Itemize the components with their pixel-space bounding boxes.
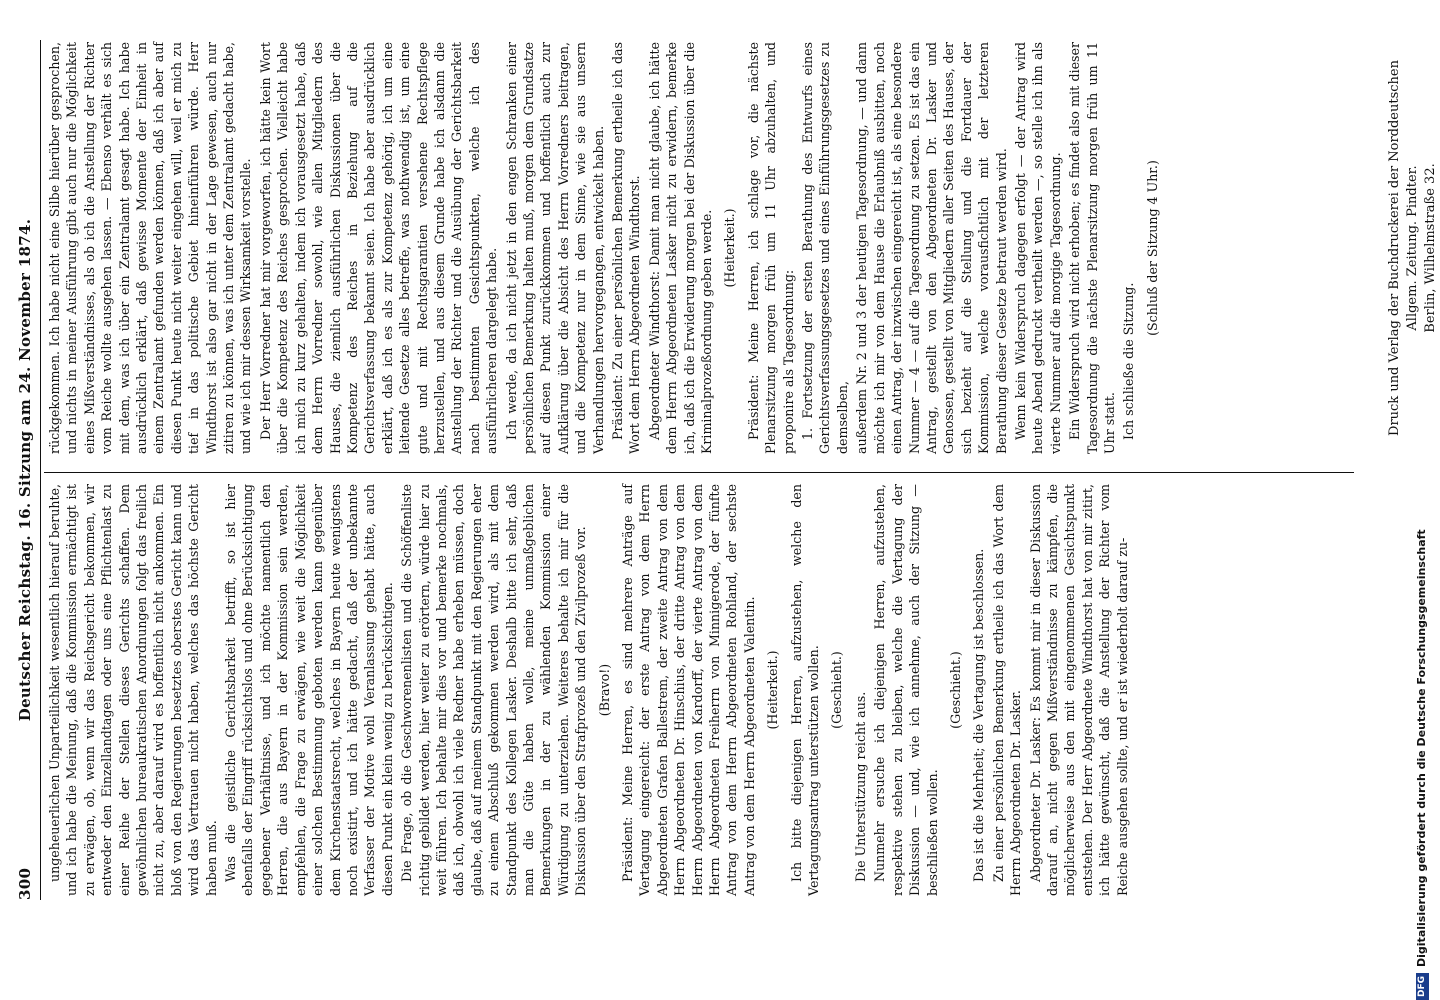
paragraph: ungeheuerlichen Unparteilichkeit wesentlich hierauf beruhte, und ich habe die Meinung, daß die Kommission ermächtigt ist zu erwägen, ob, wenn wir das Reichsgericht bekommen, wir entweder den Einzellandtagen oder uns eine Pflichtenlast zu einer Reihe der Stellen dieses Gerichts schaffen. Dem gewöhnlichen bureaukratischen Anordnungen folgt das freilich nicht zu, aber darauf wird es hoffentlich nicht ankommen. Ein bloß von den Regierungen besetztes oberstes Gericht kann und wird das Vertrauen nicht haben, welches das höchste Gericht haben muß. [47, 484, 219, 896]
paragraph: Präsident: Meine Herren, ich schlage vor, die nächste Plenarsitzung morgen früh um 11 Uhr abzuhalten, und proponire als Tagesordnung: [745, 42, 796, 454]
dfg-logo: DFG [1416, 973, 1429, 1000]
agenda-item: 1. Fortsetzung der ersten Berathung des Entwurfs eines Gerichtsverfassungsgesetzes und eines Einführungsgesetzes zu demselben, [800, 42, 850, 454]
paragraph: Präsident: Meine Herren, es sind mehrere Anträge auf Vertagung eingereicht: der erste Antrag von dem Herrn Abgeordneten Grafen Ballestrem, der zweite Antrag von dem Herrn Abgeordneten Dr. Hinschius, der dritte Antrag von dem Herrn Abgeordneten von Kardorff, der vierte Antrag von dem Herrn Abgeordneten Freiherrn von Minnigerode, der fünfte Antrag von dem Herrn Abgeordneten Rohland, der sechste Antrag von dem Herrn Abgeordneten Valentin. [620, 484, 757, 896]
closing-note: (Schluß der Sitzung 4 Uhr.) [1144, 160, 1160, 336]
interjection: (Heiterkeit.) [722, 208, 738, 288]
paragraph: Ein Widerspruch wird nicht erhoben; es findet also mit dieser Tagesordnung die nächste Plenarsitzung morgen früh um 11 Uhr statt. [1067, 42, 1117, 454]
page-title: Deutscher Reichstag. 16. Sitzung am 24. November 1874. [16, 218, 34, 722]
digitization-text: Digitalisierung gefördert durch die Deutsche Forschungsgemeinschaft [1415, 529, 1428, 967]
page-header [16, 40, 38, 900]
paragraph: Abgeordneter Windthorst: Damit man nicht glaube, ich hätte dem Herrn Abgeordneten Lasker nicht zu erwidern, bemerke ich, daß ich die Erwiderung morgen bei der Diskussion über die Kriminalprozeßordnung geben werde. [646, 42, 715, 454]
page-number: 300 [16, 867, 34, 900]
imprint-line: Druck und Verlag der Buchdruckerei der Norddeutschen Allgem. Zeitung. Pindter. [1387, 60, 1420, 436]
paragraph: Zu einer persönlichen Bemerkung ertheile ich das Wort dem Herrn Abgeordneten Dr. Lasker. [990, 484, 1024, 896]
paragraph: Abgeordneter Dr. Lasker: Es kommt mir in dieser Diskussion darauf an, nicht gegen Mißverständnisse zu kämpfen, die möglicherweise aus den mit eingenommenen Gesichtspunkt entstehen. Der Herr Abgeordnete Windthorst hat von mir zitirt, ich hätte gewünscht, daß die Anstellung der Richter vom Reiche ausgehen sollte, und er ist wiederholt darauf zu- [1027, 484, 1130, 896]
paragraph: Nunmehr ersuche ich diejenigen Herren, aufzustehen, respektive stehen zu bleiben, welche die Vertagung der Diskussion — und, wie ich annehme, auch der Sitzung — beschließen wollen. [872, 484, 940, 896]
paragraph: Wenn kein Widerspruch dagegen erfolgt — der Antrag wird heute Abend gedruckt vertheilt werden —, so stelle ich ihn als vierte Nummer auf die morgige Tagesordnung. [1012, 42, 1063, 454]
paragraph: Ich bitte diejenigen Herren, aufzustehen, welche den Vertagungsantrag unterstützen wollen. [788, 484, 822, 896]
paragraph: außerdem Nr. 2 und 3 der heutigen Tagesordnung, — und dann möchte ich mir von dem Hause die Erlaubniß ausbitten, noch einen Antrag, der inzwischen eingereicht ist, als eine besondere Nummer — 4 — auf die Tagesordnung zu setzen. Es ist das ein Antrag, gestellt von den Abgeordneten Dr. Lasker und Genossen, gestellt von Mitgliedern aller Seiten des Hauses, der sich bezieht auf die Stellung und die Fortdauer der Kommission, welche vorausfichtlich mit der letzteren Berathung dieser Gesetze betraut werden wird. [854, 42, 1009, 454]
interjection: (Geschieht.) [829, 651, 845, 729]
right-column [46, 42, 1167, 454]
paragraph: Ich schließe die Sitzung. [1121, 282, 1137, 440]
paragraph: Der Herr Vorredner hat mir vorgeworfen, ich hätte kein Wort über die Kompetenz des Reiches gesprochen. Vielleicht habe ich mich zu kurz gehalten, indem ich vorausgesetzt habe, daß dem Herrn Vorredner sowohl, wie allen Mitgliedern des Hauses, die ziemlich ausführlichen Diskussionen über die Kompetenz des Reiches in Beziehung auf die Gerichtsverfassung bekannt seien. Ich habe aber ausdrücklich erklärt, daß ich es als zur Kompetenz gehörig, ich um eine leitende Gesetze alles betreffe, was nothwendig ist, um eine gute und mit Rechtsgarantien versehene Rechtspflege herzustellen, und aus diesem Grunde habe ich alsdann die Anstellung der Richter und die Ausübung der Gerichtsbarkeit nach bestimmten Gesichtspunkten, welche ich des ausführlicheren dargelegt habe. [257, 42, 500, 454]
left-column [46, 484, 1133, 896]
paragraph: Was die geistliche Gerichtsbarkeit betrifft, so ist hier ebenfalls der Eingriff rücksichtslos und ohne Berücksichtigung gegebener Verhältnisse, und ich möchte namentlich den Herren, die aus Bayern in der Kommission sein werden, empfehlen, die Frage zu erwägen, wie weit die Möglichkeit einer solchen Bestimmung geboten werden kann gegenüber dem Kirchenstaatsrecht, welches in Bayern heute wenigstens noch existirt, und ich hätte gedacht, daß der unbekannte Verfasser der Motive wohl Veranlassung gehabt hätte, auch diesen Punkt ein klein wenig zu berücksichtigen. [223, 484, 395, 896]
paragraph: Die Frage, ob die Geschworenenlisten und die Schöffenliste richtig gebildet werden, hier weiter zu erörtern, würde hier zu weit führen. Ich behalte mir dies vor und bemerke nochmals, daß ich, obwohl ich viele Redner habe erheben müssen, doch glaube, daß auf meinem Standpunkt mit den Regierungen eher zu einem Abschluß gekommen werden wird, als mit dem Standpunkt des Kollegen Lasker. Deshalb bitte ich sehr, daß man die Güte haben wolle, meine unmaßgeblichen Bemerkungen in der zu wählenden Kommission einer Würdigung zu unterziehen. Weiteres behalte ich mir für die Diskussion über den Strafprozeß und den Zivilprozeß vor. [399, 484, 589, 896]
interjection: (Bravo!) [596, 663, 612, 717]
header-rule [40, 40, 41, 900]
column-divider [44, 472, 1354, 473]
imprint-line: Berlin, Wilhelmstraße 32. [1423, 163, 1438, 333]
paragraph: Die Unterstützung reicht aus. [852, 691, 868, 882]
paragraph: rückgekommen. Ich habe nicht eine Silbe hierüber gesprochen, und nichts in meiner Ausführung gibt auch nur die Möglichkeit eines Mißverständnisses, als ob ich die Anstellung der Richter vom Reiche wollte ausgehen lassen. — Ebenso verhält es sich mit dem, was ich über ein Zentralamt gesagt habe. Ich habe ausdrücklich erklärt, daß gewisse Momente der Einheit in einem Zentralamt gefunden werden können, daß ich aber auf diesen Punkt heute nicht weiter eingehen will, weil er mich zu tief in das politische Gebiet hineinführen würde. Herr Windthorst ist also gar nicht in der Lage gewesen, auch nur zitiren zu können, was ich unter dem Zentralamt gedacht habe, und wie ich mir dessen Wirksamkeit vorstelle. [47, 42, 254, 454]
paragraph: Präsident: Zu einer persönlichen Bemerkung ertheile ich das Wort dem Herrn Abgeordneten Windthorst. [610, 42, 643, 454]
interjection: (Heiterkeit.) [765, 650, 781, 730]
interjection: (Geschieht.) [947, 651, 963, 729]
paragraph: Das ist die Mehrheit; die Vertagung ist beschlossen. [971, 548, 987, 882]
paragraph: Ich werde, da ich nicht jetzt in den engen Schranken einer persönlichen Bemerkung halten muß, morgen dem Grundsatze auf diesen Punkt zurückkommen und hoffentlich auch zur Aufklärung über die Absicht des Herrn Vorredners beitragen, und die Kompetenz nur in dem Sinne, wie sie aus unsern Verhandlungen hervorgegangen, entwickelt haben. [503, 42, 606, 454]
digitization-note [1412, 0, 1432, 1000]
